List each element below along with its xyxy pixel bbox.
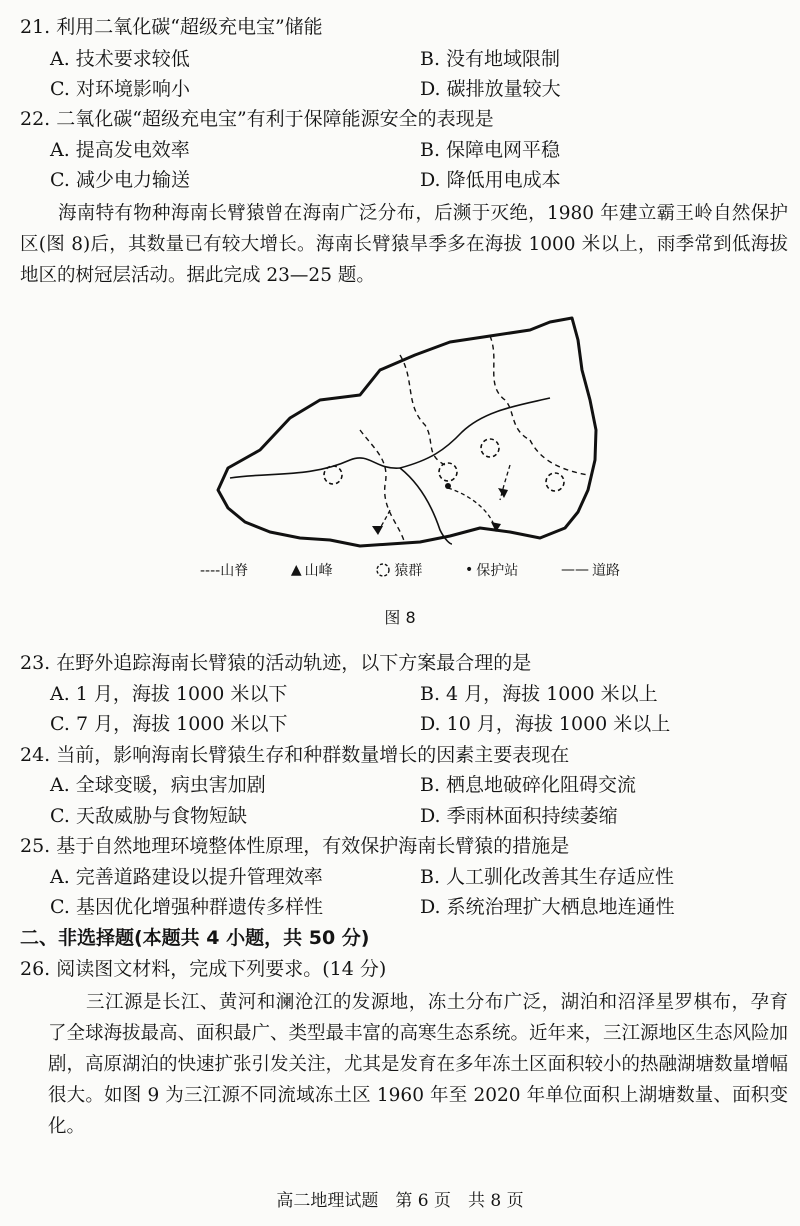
q24-option-b: B. 栖息地破碎化阻碍交流 <box>420 774 637 796</box>
road-line-icon: —— <box>560 562 589 578</box>
gibbon-troop-icon <box>439 463 457 481</box>
ridge-line <box>490 336 530 440</box>
gibbon-troop-icon <box>324 466 342 484</box>
q25-option-b: B. 人工驯化改善其生存适应性 <box>420 866 675 888</box>
q26-stem: 26. 阅读图文材料，完成下列要求。(14 分) <box>20 958 387 980</box>
page-footer: 高二地理试题 第 6 页 共 8 页 <box>276 1191 524 1211</box>
q23-stem: 23. 在野外追踪海南长臂猿的活动轨迹，以下方案最合理的是 <box>20 652 532 674</box>
figure8-map <box>200 300 610 600</box>
legend-troop: 猿群 <box>375 560 422 580</box>
q25-option-a: A. 完善道路建设以提升管理效率 <box>50 866 323 888</box>
troop-icon <box>375 562 391 578</box>
legend-road: —— 道路 <box>560 562 620 579</box>
q23-option-d: D. 10 月，海拔 1000 米以上 <box>420 713 671 735</box>
figure8-caption: 图 8 <box>384 608 416 627</box>
ridge-line <box>400 355 445 465</box>
road-line <box>400 468 452 544</box>
q22-option-a: A. 提高发电效率 <box>50 139 190 161</box>
q22-option-c: C. 减少电力输送 <box>50 169 190 191</box>
station-icon <box>445 483 451 489</box>
q24-option-c: C. 天敌威胁与食物短缺 <box>50 805 247 827</box>
arrow-head <box>498 488 508 498</box>
q25-option-d: D. 系统治理扩大栖息地连通性 <box>420 896 675 918</box>
q24-option-d: D. 季雨林面积持续萎缩 <box>420 805 618 827</box>
q21-option-a: A. 技术要求较低 <box>50 48 190 70</box>
section2-heading: 二、非选择题(本题共 4 小题，共 50 分) <box>20 927 370 949</box>
q23-option-c: C. 7 月，海拔 1000 米以下 <box>50 713 288 735</box>
q21-stem: 21. 利用二氧化碳“超级充电宝”储能 <box>20 16 323 38</box>
figure8-legend <box>200 560 620 580</box>
q22-option-d: D. 降低用电成本 <box>420 169 561 191</box>
q26-material: 三江源是长江、黄河和澜沧江的发源地，冻土分布广泛，湖泊和沼泽星罗棋布，孕育了全球海拔最高、面积最广、类型最丰富的高寒生态系统。近年来，三江源地区生态风险加剧，高原湖泊的快速扩张引发关注，尤其是发育在多年冻土区面积较小的热融湖塘数量增幅很大。如图 9 为三江源不同流域冻土区 1960 年至 2020 年单位面积上湖塘数量、面积变化。 <box>48 992 789 1137</box>
legend-peak: ▲ 山峰 <box>290 562 333 579</box>
gibbon-troop-icon <box>481 439 499 457</box>
ridge-line <box>530 440 588 475</box>
legend-ridge: ----山脊 <box>200 563 249 579</box>
peak-icon: ▲ <box>290 562 302 578</box>
q25-option-c: C. 基因优化增强种群遗传多样性 <box>50 896 323 918</box>
q21-option-b: B. 没有地域限制 <box>420 48 561 70</box>
gibbon-troop-icon <box>546 473 564 491</box>
gibbon-intro-paragraph: 海南特有物种海南长臂猿曾在海南广泛分布，后濒于灭绝，1980 年建立霸王岭自然保护区(图 8)后，其数量已有较大增长。海南长臂猿旱季多在海拔 1000 米以上，雨季常到低海拔地区的树冠层活动。据此完成 23—25 题。 <box>20 203 788 286</box>
track-arrow <box>378 510 390 532</box>
q23-option-b: B. 4 月，海拔 1000 米以上 <box>420 683 658 705</box>
q22-option-b: B. 保障电网平稳 <box>420 139 561 161</box>
q24-stem: 24. 当前，影响海南长臂猿生存和种群数量增长的因素主要表现在 <box>20 744 570 766</box>
q22-stem: 22. 二氧化碳“超级充电宝”有利于保障能源安全的表现是 <box>20 108 494 130</box>
ridge-line <box>360 430 405 544</box>
legend-station: • 保护站 <box>465 562 519 579</box>
road-line <box>400 398 550 468</box>
station-dot-icon: • <box>465 562 474 578</box>
q25-stem: 25. 基于自然地理环境整体性原理，有效保护海南长臂猿的措施是 <box>20 835 570 857</box>
q23-option-a: A. 1 月，海拔 1000 米以下 <box>50 683 288 705</box>
reserve-boundary <box>218 318 596 546</box>
road-line <box>230 458 400 478</box>
q24-option-a: A. 全球变暖，病虫害加剧 <box>50 774 266 796</box>
arrow-head <box>372 526 383 535</box>
q21-option-c: C. 对环境影响小 <box>50 78 190 100</box>
track-arrow <box>448 488 496 530</box>
q21-option-d: D. 碳排放量较大 <box>420 78 561 100</box>
